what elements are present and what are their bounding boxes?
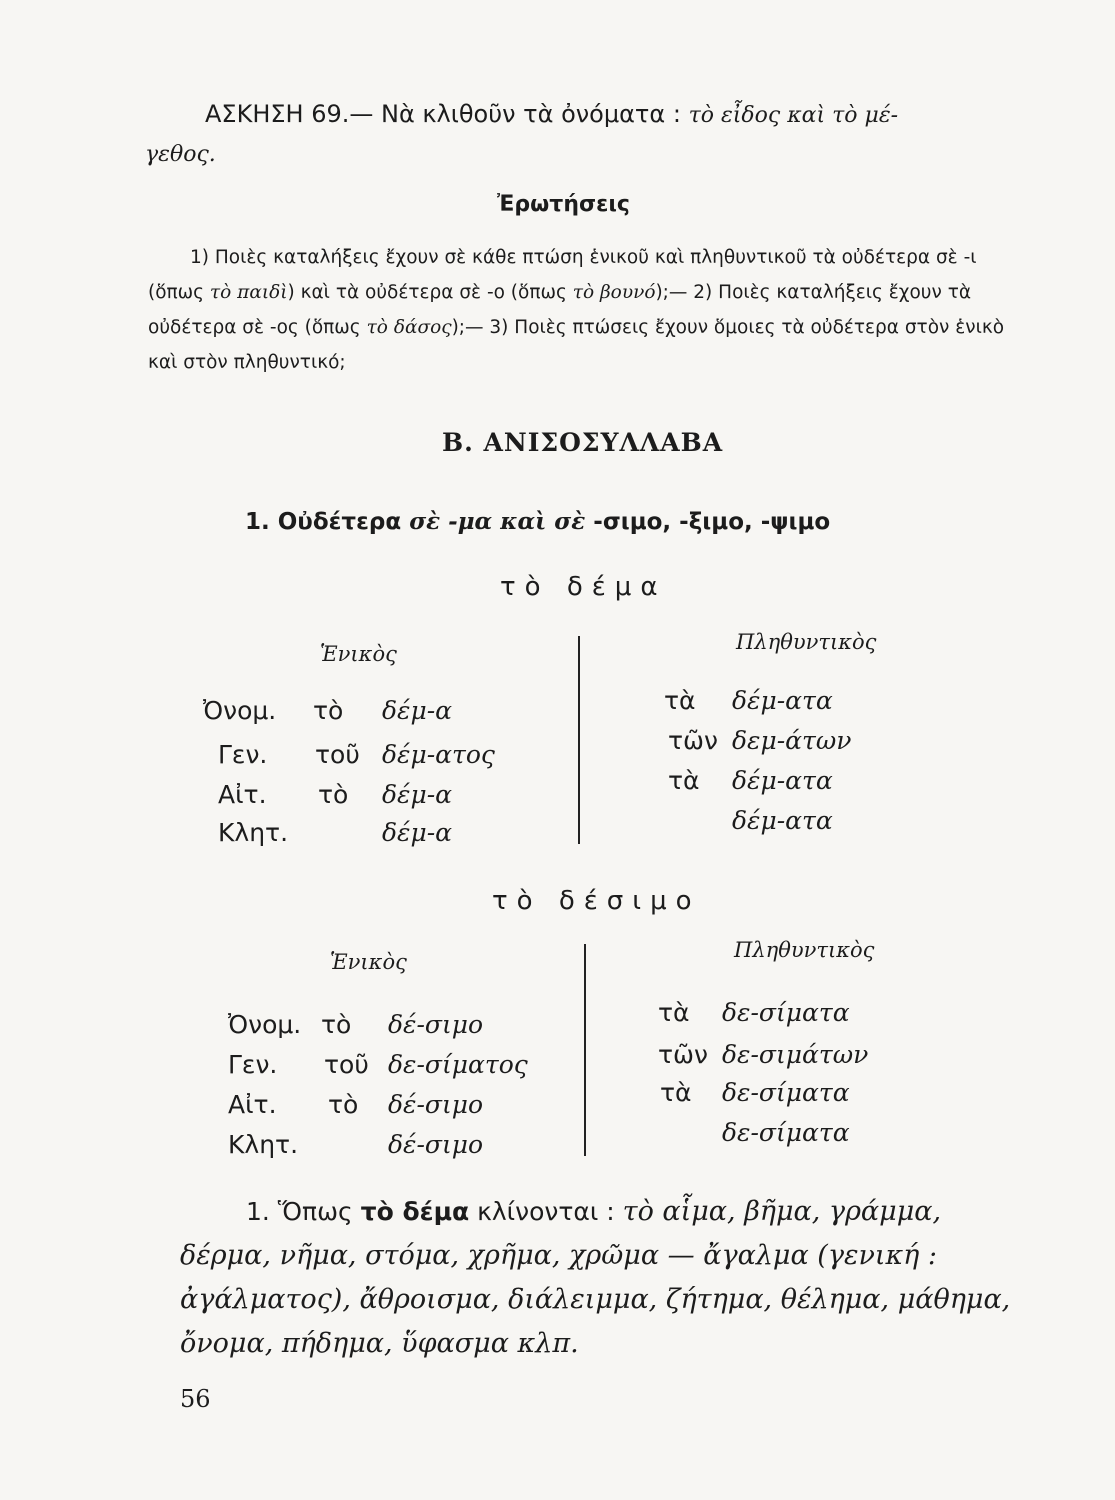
t1-case: Ὀνομ. bbox=[203, 696, 277, 725]
t2-art: τοῦ bbox=[324, 1050, 369, 1079]
table1-singular-header: Ἑνικὸς bbox=[320, 642, 397, 666]
t2-p-art: τῶν bbox=[658, 1040, 708, 1069]
t1-case: Γεν. bbox=[218, 740, 268, 769]
questions-text: 1) Ποιὲς καταλήξεις ἔχουν σὲ κάθε πτώση ἑνικοῦ καὶ πληθυντικοῦ τὰ οὐδέτερα σὲ -ι (ὅπως τὸ παιδὶ) καὶ τὰ οὐδέτερα σὲ -ο (ὅπως τὸ βουνό);— 2) Ποιὲς καταλήξεις ἔχουν τὰ οὐδέτερα σὲ -ος (ὅπως τὸ δάσος);— 3) Ποιὲς πτώσεις ἔχουν ὅμοιες τὰ οὐδέτερα στὸν ἑνικὸ καὶ στὸν πληθυντικό; bbox=[148, 247, 1005, 373]
exercise-heading: ΑΣΚΗΣΗ 69.— Νὰ κλιθοῦν τὰ ὀνόματα : τὸ εἶδος καὶ τὸ μέ- bbox=[205, 100, 899, 128]
t1-p-form: δέμ-ατα bbox=[732, 686, 833, 715]
t1-p-art: τὰ bbox=[668, 766, 700, 795]
page-number: 56 bbox=[180, 1385, 211, 1413]
section-title: Β. ΑΝΙΣΟΣΥΛΛΑΒΑ bbox=[442, 428, 724, 457]
t1-art: τοῦ bbox=[315, 740, 360, 769]
t1-form: δέμ-α bbox=[382, 780, 453, 809]
table2-divider bbox=[584, 944, 586, 1156]
t2-p-form: δε-σιμάτων bbox=[722, 1040, 869, 1069]
t1-form: δέμ-α bbox=[382, 818, 453, 847]
t2-form: δέ-σιμο bbox=[388, 1090, 484, 1119]
t1-case: Αἰτ. bbox=[218, 780, 267, 809]
table2-word: τὸ δέσιμο bbox=[492, 886, 701, 916]
t2-p-form: δε-σίματα bbox=[722, 998, 850, 1027]
t2-art: τὸ bbox=[321, 1010, 352, 1039]
t2-form: δε-σίματος bbox=[388, 1050, 528, 1079]
t2-case: Γεν. bbox=[228, 1050, 278, 1079]
table1-word: τὸ δέμα bbox=[500, 572, 667, 602]
t1-p-art: τὰ bbox=[664, 686, 696, 715]
subsection-title: 1. Οὐδέτερα σὲ -μα καὶ σὲ -σιμο, -ξιμο, -ψιμο bbox=[245, 508, 831, 535]
t1-case: Κλητ. bbox=[218, 818, 289, 847]
t2-p-form: δε-σίματα bbox=[722, 1078, 850, 1107]
t2-case: Αἰτ. bbox=[228, 1090, 277, 1119]
t1-p-art: τῶν bbox=[668, 726, 718, 755]
t1-p-form: δέμ-ατα bbox=[732, 766, 833, 795]
t2-form: δέ-σιμο bbox=[388, 1010, 484, 1039]
t2-form: δέ-σιμο bbox=[388, 1130, 484, 1159]
t2-case: Ὀνομ. bbox=[228, 1010, 302, 1039]
t2-p-form: δε-σίματα bbox=[722, 1118, 850, 1147]
t1-art: τὸ bbox=[313, 696, 344, 725]
table1-plural-header: Πληθυντικὸς bbox=[736, 630, 877, 654]
examples-paragraph: 1. Ὅπως τὸ δέμα κλίνονται : τὸ αἷμα, βῆμα, γράμμα, δέρμα, νῆμα, στόμα, χρῆμα, χρῶμα — ἄγαλμα (γενική : ἀγάλματος), ἄθροισμα, διάλειμμα, ζήτημα, θέλημα, μάθημα, ὄνομα, πήδημα, ὕφασμα κλπ. bbox=[180, 1196, 1011, 1359]
t2-p-art: τὰ bbox=[658, 998, 690, 1027]
t1-form: δέμ-α bbox=[382, 696, 453, 725]
t1-p-form: δέμ-ατα bbox=[732, 806, 833, 835]
table2-singular-header: Ἑνικὸς bbox=[330, 950, 407, 974]
t2-case: Κλητ. bbox=[228, 1130, 299, 1159]
t1-p-form: δεμ-άτων bbox=[732, 726, 852, 755]
table1-divider bbox=[578, 636, 580, 844]
table2-plural-header: Πληθυντικὸς bbox=[734, 938, 875, 962]
t1-form: δέμ-ατος bbox=[382, 740, 495, 769]
exercise-heading-cont: γεθος. bbox=[145, 142, 216, 167]
t2-p-art: τὰ bbox=[660, 1078, 692, 1107]
t1-art: τὸ bbox=[318, 780, 349, 809]
t2-art: τὸ bbox=[328, 1090, 359, 1119]
questions-title: Ἐρωτήσεις bbox=[497, 192, 630, 217]
